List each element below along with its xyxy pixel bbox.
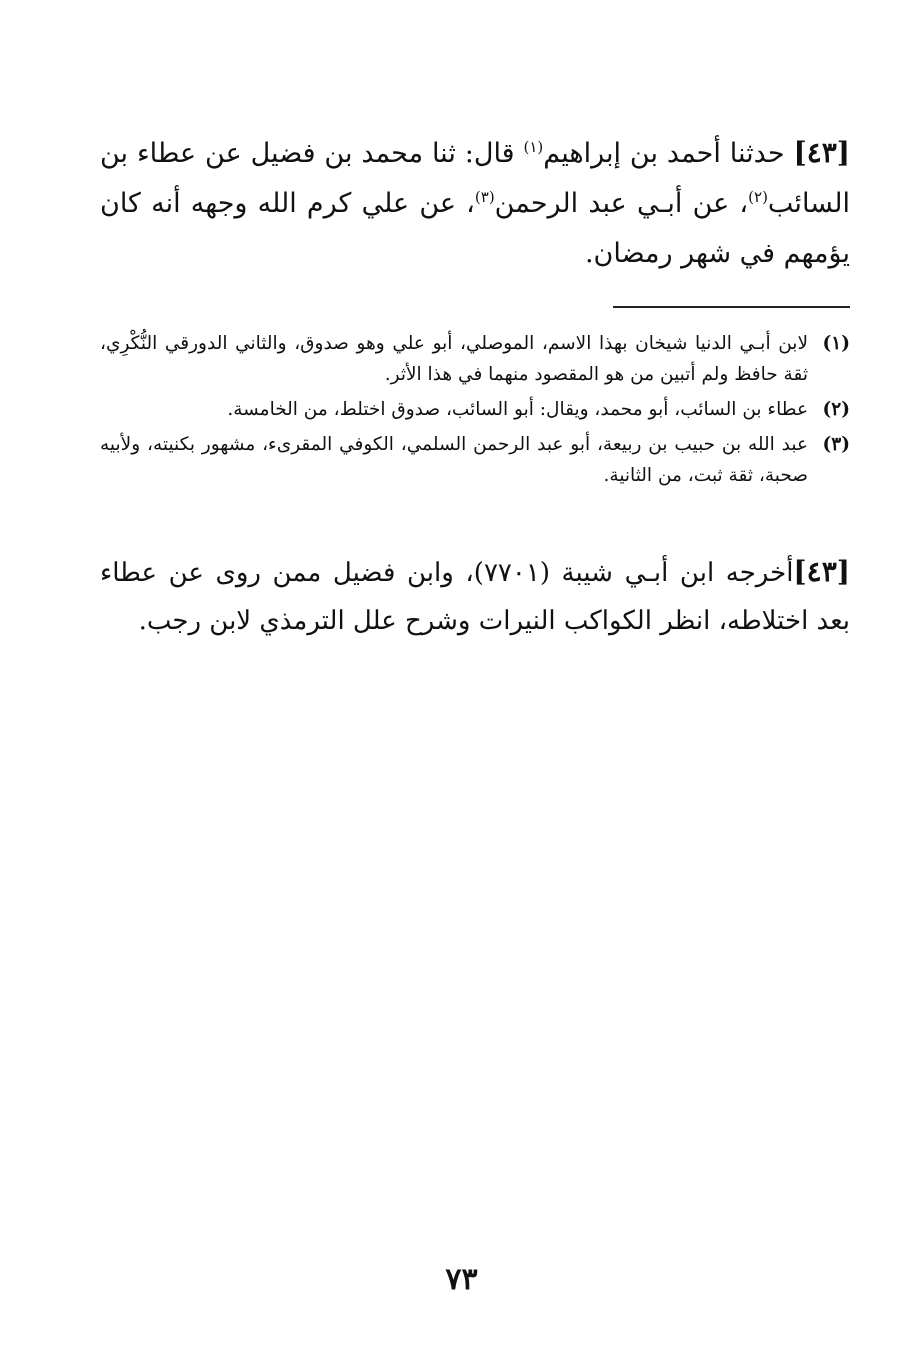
hadith-text-part-2: قال: ثنا محمد بن فضيل عن عطاء بن السائب	[100, 138, 850, 219]
footnote-ref-1: (١)	[523, 138, 544, 156]
footnote-1	[100, 328, 850, 390]
hadith-text	[100, 128, 850, 279]
footnote-text: لابن أبـي الدنيا شيخان بهذا الاسم، الموصلي، أبو علي وهو صدوق، والثاني الدورقي النُّكْرِي، ثقة حافظ ولم أتبين من هو المقصود منهما في هذا الأثر.	[100, 333, 808, 385]
hadith-text-part-1: حدثنا أحمد بن إبراهيم	[543, 138, 785, 169]
hadith-text-part-4: ، عن علي كرم الله وجهه أنه كان يؤمهم في شهر رمضان.	[100, 188, 850, 269]
footnote-3	[100, 429, 850, 491]
footnote-text: عبد الله بن حبيب بن ربيعة، أبو عبد الرحمن السلمي، الكوفي المقرىء، مشهور بكنيته، ولأبيه صحبة، ثقة ثبت، من الثانية.	[100, 434, 808, 486]
footnote-number: (٢)	[822, 399, 850, 420]
footnote-2	[100, 394, 850, 425]
footnote-number: (١)	[822, 333, 850, 354]
footnotes	[100, 328, 850, 495]
hadith-text-part-3: ، عن أبـي عبد الرحمن	[494, 188, 749, 219]
takhrij-note	[100, 548, 850, 645]
footnote-ref-3: (٣)	[474, 188, 495, 206]
hadith-number: [٤٣]	[793, 136, 851, 169]
footnote-divider	[613, 306, 850, 308]
takhrij-text: أخرجه ابن أبـي شيبة (٧٧٠١)، وابن فضيل ممن روى عن عطاء بعد اختلاطه، انظر الكواكب النيرات وشرح علل الترمذي لابن رجب.	[100, 558, 850, 636]
footnote-number: (٣)	[822, 434, 850, 455]
takhrij-number: [٤٣]	[793, 555, 850, 588]
footnote-text: عطاء بن السائب، أبو محمد، ويقال: أبو السائب، صدوق اختلط، من الخامسة.	[227, 399, 808, 420]
page-number: ٧٣	[445, 1262, 478, 1297]
footnote-ref-2: (٢)	[748, 188, 768, 206]
